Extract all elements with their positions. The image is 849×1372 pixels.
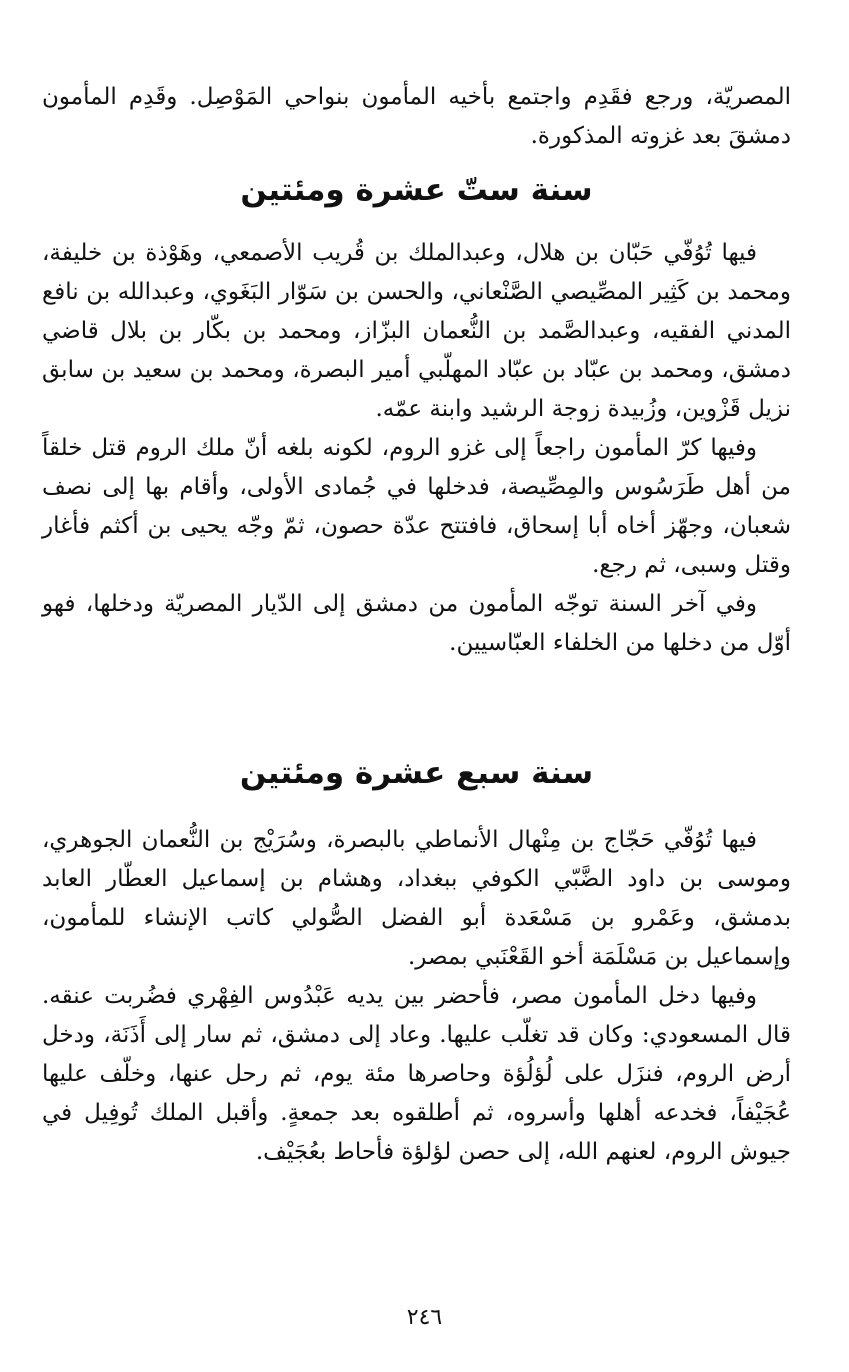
section-217-paragraph-events: وفيها دخل المأمون مصر، فأحضر بين يديه عَبْدُوس الفِهْري فضُربت عنقه. قال المسعودي: وكان قد تغلّب عليها. وعاد إلى دمشق، ثم سار إلى أَذَنَة، ودخل أرض الروم، فنزَل على لُؤلُؤة وحاصرها مئة يوم، ثم رحل عنها، وخلّف عليها عُجَيْفاً، فخدعه أهلها وأسروه، ثم أطلقوه بعد جمعةٍ. وأقبل الملك تُوفِيل في جيوش الروم، لعنهم الله، إلى حصن لؤلؤة فأحاط بعُجَيْف. <box>42 983 791 1165</box>
section-216-paragraph-egypt: وفي آخر السنة توجّه المأمون من دمشق إلى الدّيار المصريّة ودخلها، فهو أوّل من دخلها من الخلفاء العبّاسيين. <box>42 591 791 656</box>
intro-paragraph: المصريّة، ورجع فقَدِم واجتمع بأخيه المأمون بنواحي المَوْصِل. وقَدِم المأمون دمشقَ بعد غزوته المذكورة. <box>42 84 791 149</box>
page-number: ٢٤٦ <box>406 1305 443 1330</box>
section-216-paragraph-deaths: فيها تُوُفّي حَبّان بن هلال، وعبدالملك بن قُريب الأصمعي، وهَوْذة بن خليفة، ومحمد بن كَثِير المصِّيصي الصَّنْعاني، والحسن بن سَوّار البَغَوي، وعبدالله بن نافع المدني الفقيه، وعبدالصَّمد بن النُّعمان البزّاز، ومحمد بن بكّار بن بلال قاضي دمشق، ومحمد بن عبّاد بن عبّاد المهلّبي أمير البصرة، ومحمد بن سعيد بن سابق نزيل قَزْوين، وزُبيدة زوجة الرشيد وابنة عمّه. <box>42 240 791 422</box>
section-216-paragraph-campaign: وفيها كرّ المأمون راجعاً إلى غزو الروم، لكونه بلغه أنّ ملك الروم قتل خلقاً من أهل طَرَسُوس والمِصِّيصة، فدخلها في جُمادى الأولى، وأقام بها إلى نصف شعبان، وجهّز أخاه أبا إسحاق، فافتتح عدّة حصون، ثمّ وجّه يحيى بن أكثم فأغار وقتل وسبى، ثم رجع. <box>42 435 791 578</box>
section-heading-216: سنة ستّ عشرة ومئتين <box>240 172 593 208</box>
section-heading-217: سنة سبع عشرة ومئتين <box>239 755 594 791</box>
section-217-paragraph-deaths: فيها تُوُفّي حَجّاج بن مِنْهال الأنماطي بالبصرة، وسُرَيْج بن النُّعمان الجوهري، وموسى بن داود الضَّبّي الكوفي ببغداد، وهشام بن إسماعيل العطّار العابد بدمشق، وعَمْرو بن مَسْعَدة أبو الفضل الصُّولي كاتب الإنشاء للمأمون، وإسماعيل بن مَسْلَمَة أخو القَعْنَبي بمصر. <box>42 827 791 970</box>
